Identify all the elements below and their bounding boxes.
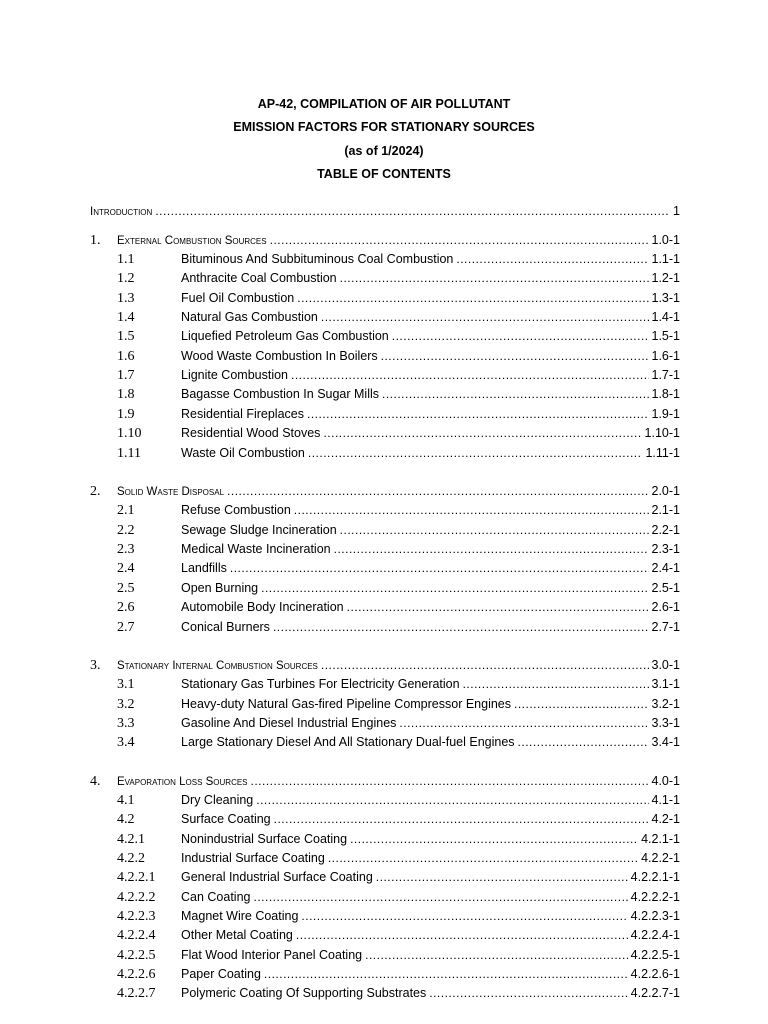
dot-leader [294,501,649,520]
toc-entry-page: 1.11-1 [645,446,680,460]
toc-entry-title: Fuel Oil Combustion [181,291,295,305]
toc-entry-title: Industrial Surface Coating [181,851,325,865]
toc-entry-page: 4.2.2.7-1 [630,986,680,1000]
toc-entry-page: 4.1-1 [651,793,680,807]
toc-entry-title: Open Burning [181,581,259,595]
toc-subsection-entry[interactable] [90,559,680,578]
dot-leader [227,482,648,501]
toc-subsection-entry[interactable] [90,695,680,714]
toc-entry-title: Flat Wood Interior Panel Coating [181,948,363,962]
toc-entry-number: 4. [90,774,101,789]
dot-leader [254,888,628,907]
toc-entry-number: 1.1 [117,252,135,267]
dot-leader [308,444,643,463]
toc-entry-page: 2.7-1 [651,620,680,634]
toc-entry-page: 4.2.2.3-1 [630,909,680,923]
toc-subsection-entry[interactable] [90,675,680,694]
toc-entry-page: 4.2.2.5-1 [630,948,680,962]
toc-entry-page: 2.4-1 [651,561,680,575]
toc-entry-page: 1.7-1 [651,368,680,382]
dot-leader [456,250,648,269]
toc-entry-number: 4.1 [117,793,135,808]
toc-entry-title: Stationary Internal Combustion Sources [117,660,318,672]
dot-leader [328,849,638,868]
toc-subsection-entry[interactable] [90,714,680,733]
dot-leader [264,965,628,984]
toc-entry-title: Sewage Sludge Incineration [181,523,337,537]
toc-subsection-entry[interactable] [90,907,680,926]
toc-subsection-entry[interactable] [90,347,680,366]
dot-leader [365,946,628,965]
toc-subsection-entry[interactable] [90,810,680,829]
toc-entry-number: 2. [90,484,101,499]
toc-entry-number: 1.6 [117,349,135,364]
toc-entry-title: Gasoline And Diesel Industrial Engines [181,716,397,730]
toc-entry-page: 2.2-1 [651,523,680,537]
toc-subsection-entry[interactable] [90,733,680,752]
toc-entry-number: 1.8 [117,387,135,402]
toc-subsection-entry[interactable] [90,849,680,868]
toc-entry-number: 2.6 [117,600,135,615]
toc-subsection-entry[interactable] [90,579,680,598]
toc-entry-page: 3.4-1 [651,735,680,749]
dot-leader [321,308,649,327]
dot-leader [381,347,649,366]
toc-entry-number: 2.5 [117,581,135,596]
dot-leader [251,772,649,791]
toc-entry-page: 4.0-1 [651,774,680,788]
toc-entry-page: 3.0-1 [651,658,680,672]
dot-leader [376,868,628,887]
dot-leader [399,714,648,733]
toc-entry-title: Wood Waste Combustion In Boilers [181,349,378,363]
toc-subsection-entry[interactable] [90,791,680,810]
dot-leader [347,598,649,617]
toc-subsection-entry[interactable] [90,501,680,520]
toc-entry-number: 4.2.2.3 [117,909,156,924]
toc-entry-number: 1.5 [117,329,135,344]
toc-subsection-entry[interactable] [90,888,680,907]
toc-entry-title: Residential Wood Stoves [181,426,321,440]
toc-subsection-entry[interactable] [90,269,680,288]
toc-entry-number: 4.2.1 [117,832,145,847]
toc-section-entry[interactable] [90,202,680,221]
toc-entry-title: Landfills [181,561,227,575]
toc-entry-page: 4.2.2.1-1 [630,870,680,884]
dot-leader [514,695,648,714]
toc-entry-page: 4.2.1-1 [641,832,680,846]
toc-entry-page: 1 [673,204,680,218]
dot-leader [340,269,649,288]
toc-subsection-entry[interactable] [90,366,680,385]
toc-entry-number: 3.4 [117,735,135,750]
toc-subsection-entry[interactable] [90,868,680,887]
title-line-2: EMISSION FACTORS FOR STATIONARY SOURCES [233,120,535,135]
toc-entry-title: Nonindustrial Surface Coating [181,832,348,846]
toc-subsection-entry[interactable] [90,521,680,540]
toc-entry-page: 4.2.2.2-1 [630,890,680,904]
toc-entry-title: Polymeric Coating Of Supporting Substrates [181,986,427,1000]
dot-leader [296,926,628,945]
toc-entry-number: 3.1 [117,677,135,692]
toc-entry-title: Residential Fireplaces [181,407,304,421]
toc-entry-page: 4.2.2.4-1 [630,928,680,942]
document-header [0,93,768,186]
toc-subsection-entry[interactable] [90,984,680,1003]
dot-leader [429,984,627,1003]
dot-leader [301,907,627,926]
toc-entry-title: Refuse Combustion [181,503,291,517]
toc-entry-title: Evaporation Loss Sources [117,776,248,788]
toc-entry-page: 1.6-1 [651,349,680,363]
toc-entry-number: 3.3 [117,716,135,731]
toc-entry-number: 4.2.2.5 [117,948,156,963]
toc-entry-number: 3.2 [117,697,135,712]
toc-entry-title: Introduction [90,206,153,218]
toc-entry-number: 2.3 [117,542,135,557]
toc-entry-number: 1.10 [117,426,142,441]
toc-entry-number: 1.2 [117,271,135,286]
dot-leader [291,366,648,385]
toc-subsection-entry[interactable] [90,444,680,463]
toc-subsection-entry[interactable] [90,308,680,327]
dot-leader [392,327,649,346]
dot-leader [230,559,649,578]
toc-entry-page: 2.1-1 [651,503,680,517]
toc-entry-number: 1.9 [117,407,135,422]
toc-subsection-entry[interactable] [90,250,680,269]
toc-entry-page: 4.2-1 [651,812,680,826]
dot-leader [297,289,648,308]
toc-entry-page: 4.2.2.6-1 [630,967,680,981]
dot-leader [261,579,648,598]
toc-subsection-entry[interactable] [90,289,680,308]
toc-entry-title: Waste Oil Combustion [181,446,305,460]
toc-entry-number: 4.2.2.2 [117,890,156,905]
toc-entry-title: Large Stationary Diesel And All Stationary Dual-fuel Engines [181,735,515,749]
dot-leader [256,791,648,810]
dot-leader [273,618,649,637]
toc-entry-number: 1.11 [117,446,141,461]
toc-entry-page: 1.10-1 [644,426,680,440]
toc-entry-number: 1.7 [117,368,135,383]
toc-subsection-entry[interactable] [90,424,680,443]
toc-entry-page: 1.3-1 [651,291,680,305]
toc-entry-number: 1. [90,233,101,248]
dot-leader [382,385,648,404]
toc-entry-title: Other Metal Coating [181,928,293,942]
dot-leader [270,231,649,250]
toc-subsection-entry[interactable] [90,540,680,559]
title-line-3: (as of 1/2024) [344,143,424,158]
toc-entry-page: 2.3-1 [651,542,680,556]
toc-entry-number: 4.2.2.6 [117,967,156,982]
toc-subsection-entry[interactable] [90,830,680,849]
toc-entry-number: 2.4 [117,561,135,576]
toc-subsection-entry[interactable] [90,618,680,637]
toc-entry-number: 2.7 [117,620,135,635]
toc-subsection-entry[interactable] [90,385,680,404]
toc-subsection-entry[interactable] [90,327,680,346]
toc-entry-page: 2.6-1 [651,600,680,614]
toc-entry-title: General Industrial Surface Coating [181,870,373,884]
toc-entry-page: 3.1-1 [651,677,680,691]
toc-entry-page: 4.2.2-1 [641,851,680,865]
toc-entry-title: Paper Coating [181,967,261,981]
toc-entry-title: Heavy-duty Natural Gas-fired Pipeline Compressor Engines [181,697,512,711]
toc-entry-page: 3.3-1 [651,716,680,730]
toc-entry-page: 1.9-1 [651,407,680,421]
toc-entry-number: 1.3 [117,291,135,306]
toc-entry-page: 3.2-1 [651,697,680,711]
toc-entry-page: 1.8-1 [651,387,680,401]
toc-entry-page: 1.1-1 [651,252,680,266]
toc-section-entry[interactable] [90,772,680,791]
title-line-1: AP-42, COMPILATION OF AIR POLLUTANT [257,97,511,111]
toc-entry-title: Surface Coating [181,812,271,826]
toc-section-entry[interactable] [90,482,680,501]
toc-entry-page: 1.2-1 [651,271,680,285]
dot-leader [321,656,649,675]
toc-entry-title: Medical Waste Incineration [181,542,331,556]
dot-leader [307,405,649,424]
toc-entry-title: Bagasse Combustion In Sugar Mills [181,387,380,401]
toc-entry-number: 2.2 [117,523,135,538]
toc-entry-title: Lignite Combustion [181,368,289,382]
toc-entry-title: Can Coating [181,890,251,904]
toc-entry-number: 3. [90,658,101,673]
toc-entry-number: 4.2.2.1 [117,870,156,885]
toc-entry-title: Liquefied Petroleum Gas Combustion [181,329,389,343]
toc-entry-number: 4.2.2 [117,851,145,866]
title-line-4: TABLE OF CONTENTS [317,166,451,181]
toc-entry-title: Solid Waste Disposal [117,486,225,498]
dot-leader [323,424,641,443]
dot-leader [350,830,638,849]
toc-entry-number: 4.2.2.4 [117,928,156,943]
toc-entry-page: 1.0-1 [651,233,680,247]
dot-leader [463,675,649,694]
toc-subsection-entry[interactable] [90,598,680,617]
toc-entry-title: Anthracite Coal Combustion [181,271,337,285]
toc-entry-number: 4.2.2.7 [117,986,156,1001]
toc-entry-page: 2.5-1 [651,581,680,595]
toc-subsection-entry[interactable] [90,946,680,965]
toc-subsection-entry[interactable] [90,965,680,984]
dot-leader [340,521,649,540]
dot-leader [155,202,670,221]
dot-leader [274,810,649,829]
toc-entry-title: Dry Cleaning [181,793,254,807]
toc-entry-number: 2.1 [117,503,135,518]
dot-leader [334,540,649,559]
toc-entry-title: Automobile Body Incineration [181,600,344,614]
toc-section-entry[interactable] [90,231,680,250]
toc-entry-title: Magnet Wire Coating [181,909,299,923]
toc-entry-page: 1.4-1 [651,310,680,324]
toc-entry-page: 1.5-1 [651,329,680,343]
toc-entry-title: Stationary Gas Turbines For Electricity Generation [181,677,460,691]
toc-entry-number: 4.2 [117,812,135,827]
toc-entry-title: Bituminous And Subbituminous Coal Combustion [181,252,454,266]
toc-section-entry[interactable] [90,656,680,675]
toc-entry-title: External Combustion Sources [117,235,267,247]
dot-leader [518,733,649,752]
toc-entry-number: 1.4 [117,310,135,325]
toc-subsection-entry[interactable] [90,405,680,424]
toc-entry-page: 2.0-1 [651,484,680,498]
toc-entry-title: Natural Gas Combustion [181,310,318,324]
toc-subsection-entry[interactable] [90,926,680,945]
toc-entry-title: Conical Burners [181,620,270,634]
